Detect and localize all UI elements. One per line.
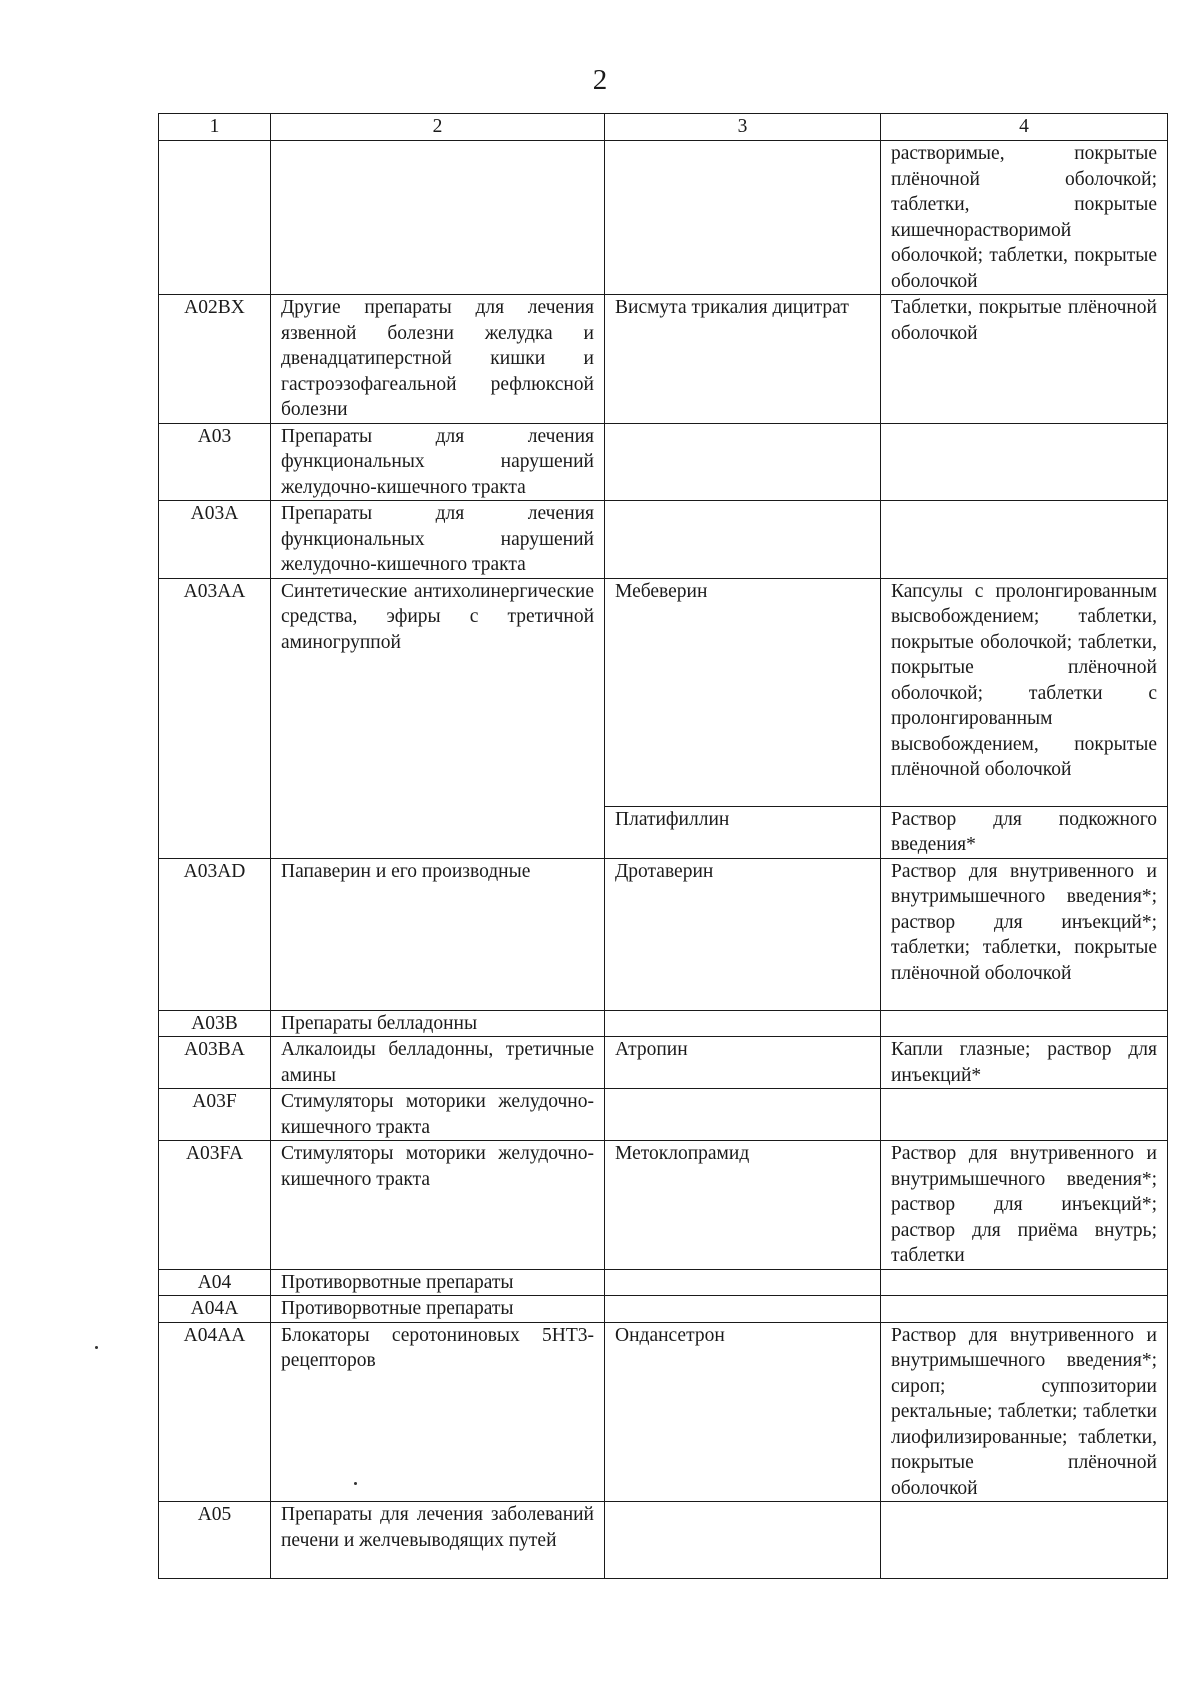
table-row [159, 423, 1168, 501]
table-row [159, 858, 1168, 1010]
dosage-form-cell: Таблетки, покрытые плёночной оболочкой [881, 295, 1168, 424]
inn-cell: Атропин [605, 1037, 881, 1089]
dosage-form-cell: Капли глазные; раствор для инъекций* [881, 1037, 1168, 1089]
dosage-form-cell: Раствор для внутривенного и внутримышечного введения*; сироп; суппозитории ректальные; таблетки; таблетки лиофилизированные; таблетки, покрытые плёночной оболочкой [881, 1322, 1168, 1502]
dosage-form-cell: Раствор для внутривенного и внутримышечного введения*; раствор для инъекций*; раствор для приёма внутрь; таблетки [881, 1141, 1168, 1270]
header-col-4: 4 [881, 114, 1168, 141]
atc-code-cell: A03BA [159, 1037, 271, 1089]
atc-code-cell: A04 [159, 1269, 271, 1296]
dosage-form-cell [881, 1010, 1168, 1037]
atc-code-cell: A03FA [159, 1141, 271, 1270]
dosage-form-cell: Капсулы с пролонгированным высвобождением; таблетки, покрытые оболочкой; таблетки, покрытые плёночной оболочкой; таблетки с пролонгированным высвобождением, покрытые плёночной оболочкой [881, 578, 1168, 806]
group-name-cell: Противорвотные препараты [271, 1269, 605, 1296]
group-name-cell: Препараты белладонны [271, 1010, 605, 1037]
scan-speck [354, 1482, 357, 1485]
group-name-cell: Синтетические антихолинергические средства, эфиры с третичной аминогруппой [271, 578, 605, 858]
header-col-1: 1 [159, 114, 271, 141]
dosage-form-cell: Раствор для подкожного введения* [881, 806, 1168, 858]
inn-cell: Мебеверин [605, 578, 881, 806]
group-name-cell: Стимуляторы моторики желудочно-кишечного тракта [271, 1089, 605, 1141]
group-name-cell: Препараты для лечения заболеваний печени и желчевыводящих путей [271, 1502, 605, 1579]
inn-cell [605, 1502, 881, 1579]
dosage-form-cell [881, 1296, 1168, 1323]
group-name-cell: Папаверин и его производные [271, 858, 605, 1010]
page-number: 2 [592, 64, 608, 96]
inn-cell [605, 141, 881, 295]
atc-code-cell: A03B [159, 1010, 271, 1037]
header-col-2: 2 [271, 114, 605, 141]
atc-code-cell [159, 141, 271, 295]
table-header-row [159, 114, 1168, 141]
table-row [159, 1141, 1168, 1270]
inn-cell: Платифиллин [605, 806, 881, 858]
dosage-form-cell [881, 1502, 1168, 1579]
dosage-form-cell: растворимые, покрытые плёночной оболочкой; таблетки, покрытые кишечнорастворимой оболочкой; таблетки, покрытые оболочкой [881, 141, 1168, 295]
atc-code-cell: A04AA [159, 1322, 271, 1502]
dosage-form-cell [881, 1089, 1168, 1141]
inn-cell [605, 1010, 881, 1037]
inn-cell: Висмута трикалия дицитрат [605, 295, 881, 424]
inn-cell [605, 1296, 881, 1323]
table-row [159, 1296, 1168, 1323]
inn-cell [605, 1089, 881, 1141]
table-row [159, 1089, 1168, 1141]
group-name-cell: Другие препараты для лечения язвенной болезни желудка и двенадцатиперстной кишки и гастроэзофагеальной рефлюксной болезни [271, 295, 605, 424]
table-row [159, 1322, 1168, 1502]
atc-code-cell: A03 [159, 423, 271, 501]
group-name-cell [271, 141, 605, 295]
inn-cell: Ондансетрон [605, 1322, 881, 1502]
drug-table [158, 113, 1168, 1579]
group-name-cell: Противорвотные препараты [271, 1296, 605, 1323]
dosage-form-cell: Раствор для внутривенного и внутримышечного введения*; раствор для инъекций*; таблетки; таблетки, покрытые плёночной оболочкой [881, 858, 1168, 1010]
scan-speck [95, 1346, 98, 1349]
atc-code-cell: A02BX [159, 295, 271, 424]
table-row [159, 501, 1168, 579]
atc-code-cell: A03F [159, 1089, 271, 1141]
group-name-cell: Алкалоиды белладонны, третичные амины [271, 1037, 605, 1089]
atc-code-cell: A03AA [159, 578, 271, 858]
table-row [159, 1269, 1168, 1296]
inn-cell [605, 423, 881, 501]
inn-cell: Дротаверин [605, 858, 881, 1010]
table-row [159, 578, 1168, 806]
dosage-form-cell [881, 501, 1168, 579]
group-name-cell: Препараты для лечения функциональных нарушений желудочно-кишечного тракта [271, 423, 605, 501]
table-row [159, 1010, 1168, 1037]
inn-cell: Метоклопрамид [605, 1141, 881, 1270]
dosage-form-cell [881, 1269, 1168, 1296]
table-row [159, 1037, 1168, 1089]
atc-code-cell: A04A [159, 1296, 271, 1323]
group-name-cell: Стимуляторы моторики желудочно-кишечного тракта [271, 1141, 605, 1270]
group-name-cell: Препараты для лечения функциональных нарушений желудочно-кишечного тракта [271, 501, 605, 579]
table-row [159, 1502, 1168, 1579]
inn-cell [605, 501, 881, 579]
group-name-cell: Блокаторы серотониновых 5HT3-рецепторов [271, 1322, 605, 1502]
header-col-3: 3 [605, 114, 881, 141]
atc-code-cell: A05 [159, 1502, 271, 1579]
inn-cell [605, 1269, 881, 1296]
table-row [159, 295, 1168, 424]
table-row [159, 141, 1168, 295]
atc-code-cell: A03A [159, 501, 271, 579]
dosage-form-cell [881, 423, 1168, 501]
atc-code-cell: A03AD [159, 858, 271, 1010]
